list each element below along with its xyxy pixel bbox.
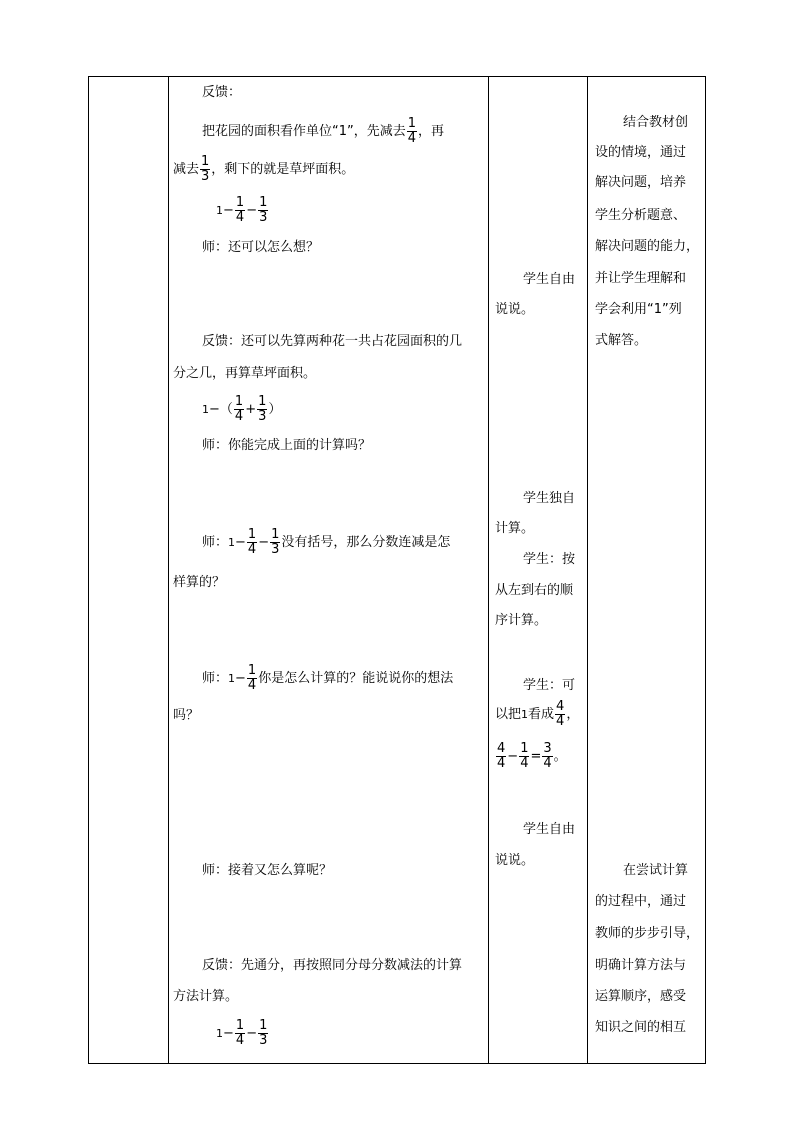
fraction: $\frac{1}{4}$ xyxy=(247,663,257,693)
text-line: 解决问题，培养 xyxy=(595,175,687,190)
text-line: 师：还可以怎么想？ xyxy=(202,240,320,255)
text-line: 反馈：先通分，再按照同分母分数减法的计算 xyxy=(202,958,463,973)
text-line: 教师的步步引导， xyxy=(595,926,700,941)
text-line: 运算顺序，感受 xyxy=(595,989,687,1004)
text-line: 学生自由 xyxy=(523,822,576,837)
text-line: 明确计算方法与 xyxy=(595,958,687,973)
text-line: 师：1− $\frac{1}{4}$ 你是怎么计算的？能说说你的想法 xyxy=(202,663,454,693)
text-line: 反馈：还可以先算两种花一共占花园面积的几 xyxy=(202,334,463,349)
text-line: 学生分析题意、 xyxy=(595,208,687,223)
fraction: $\frac{1}{4}$ xyxy=(234,394,244,424)
text-line: 分之几，再算草坪面积。 xyxy=(173,366,317,381)
text-line: 序计算。 xyxy=(495,613,548,628)
text-line: 从左到右的顺 xyxy=(495,583,574,598)
fraction: $\frac{1}{4}$ xyxy=(407,116,417,146)
text-line: 在尝试计算 xyxy=(623,863,689,878)
fraction: $\frac{1}{3}$ xyxy=(258,394,267,424)
fraction: $\frac{1}{3}$ xyxy=(259,195,268,225)
text-line: 方法计算。 xyxy=(173,989,239,1004)
text-line: 结合教材创 xyxy=(623,115,689,130)
text-line: 反馈： xyxy=(202,85,242,100)
formula: 1− $\frac{1}{4}$ − $\frac{1}{3}$ xyxy=(216,195,268,225)
text-line: 师：你能完成上面的计算吗？ xyxy=(202,438,372,453)
text-line: 知识之间的相互 xyxy=(595,1020,687,1035)
text-line: 解决问题的能力， xyxy=(595,239,700,254)
fraction: $\frac{1}{4}$ xyxy=(247,527,257,557)
fraction: $\frac{4}{4}$ xyxy=(556,699,565,729)
text-line: 计算。 xyxy=(495,521,535,536)
formula: 1− $\frac{1}{4}$ − $\frac{1}{3}$ xyxy=(216,1018,268,1048)
text-line: 师：接着又怎么算呢？ xyxy=(202,863,333,878)
text-line: 师：1− $\frac{1}{4}$ − $\frac{1}{3}$ 没有括号，那么分数连减是怎 xyxy=(202,527,451,557)
text-line: 学生：可 xyxy=(523,678,576,693)
text-line: 设的情境，通过 xyxy=(595,145,687,160)
text-line: 学生独自 xyxy=(523,491,576,506)
text-line: 学生自由 xyxy=(523,272,576,287)
column-divider xyxy=(587,77,588,1063)
text-line: 样算的？ xyxy=(173,575,226,590)
text-line: 说说。 xyxy=(495,853,535,868)
text-line: 吗？ xyxy=(173,708,200,723)
fraction: $\frac{1}{3}$ xyxy=(201,154,210,184)
fraction: $\frac{1}{4}$ xyxy=(235,195,245,225)
column-divider xyxy=(488,77,489,1063)
text-line: 并让学生理解和 xyxy=(595,271,687,286)
text-line: 学会利用“1”列 xyxy=(595,302,682,317)
fraction: $\frac{1}{3}$ xyxy=(259,1018,268,1048)
fraction: $\frac{1}{4}$ xyxy=(235,1018,245,1048)
fraction: $\frac{4}{4}$ xyxy=(497,741,506,771)
formula: 1−（ $\frac{1}{4}$ + $\frac{1}{3}$ ） xyxy=(202,394,282,424)
text-line: 式解答。 xyxy=(595,333,648,348)
fraction: $\frac{1}{3}$ xyxy=(271,527,280,557)
text-line: 的过程中，通过 xyxy=(595,894,687,909)
text-line: 把花园的面积看作单位“1”，先减去 $\frac{1}{4}$ ，再 xyxy=(202,116,445,146)
fraction: $\frac{1}{4}$ xyxy=(520,741,529,771)
fraction: $\frac{3}{4}$ xyxy=(543,741,552,771)
text-line: 说说。 xyxy=(495,302,535,317)
column-divider xyxy=(168,77,169,1063)
text-line: 以把1看成 $\frac{4}{4}$ ， xyxy=(495,699,580,729)
formula: $\frac{4}{4}$ − $\frac{1}{4}$ = $\frac{3}{4}$ 。 xyxy=(497,741,567,771)
text-line: 学生：按 xyxy=(523,552,576,567)
text-line: 减去 $\frac{1}{3}$ ，剩下的就是草坪面积。 xyxy=(173,154,355,184)
